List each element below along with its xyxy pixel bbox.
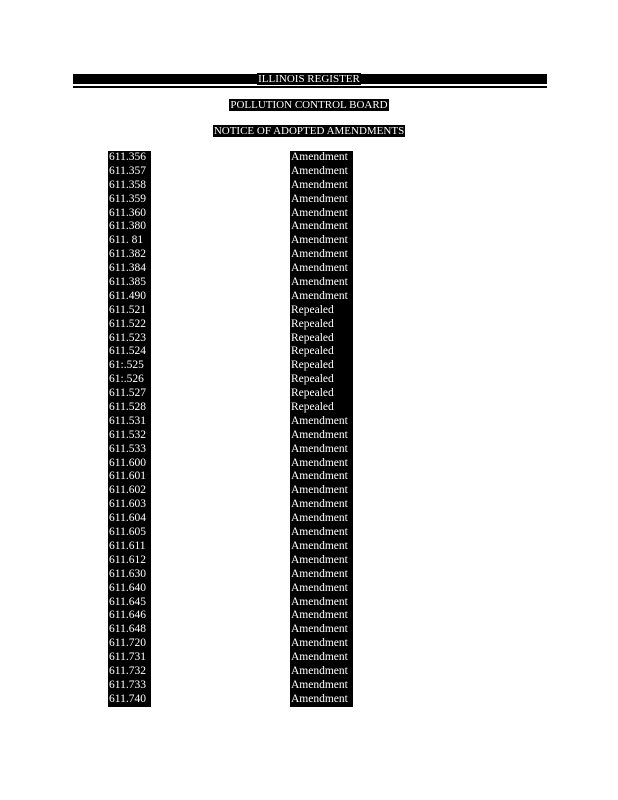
table-row — [0, 623, 618, 637]
table-row — [0, 290, 618, 304]
table-row — [0, 165, 618, 179]
section-number: 611.740 — [108, 693, 151, 707]
section-number: 611.732 — [108, 665, 151, 679]
table-row — [0, 415, 618, 429]
notice-title-text: NOTICE OF ADOPTED AMENDMENTS — [213, 125, 405, 137]
section-action: Repealed — [290, 332, 353, 346]
table-row — [0, 651, 618, 665]
table-row — [0, 679, 618, 693]
section-number: 611.646 — [108, 609, 151, 623]
section-action: Repealed — [290, 401, 353, 415]
table-row — [0, 179, 618, 193]
section-number: 611.605 — [108, 526, 151, 540]
section-action: Amendment — [290, 651, 353, 665]
section-action: Amendment — [290, 151, 353, 165]
table-row — [0, 526, 618, 540]
table-row — [0, 443, 618, 457]
section-number: 611.384 — [108, 262, 151, 276]
section-action: Amendment — [290, 470, 353, 484]
section-number: 611.731 — [108, 651, 151, 665]
table-row — [0, 554, 618, 568]
table-row — [0, 693, 618, 707]
section-action: Amendment — [290, 429, 353, 443]
section-number: 61:.526 — [108, 373, 151, 387]
section-number: 611.385 — [108, 276, 151, 290]
table-row — [0, 637, 618, 651]
table-row — [0, 332, 618, 346]
table-row — [0, 248, 618, 262]
section-action: Amendment — [290, 248, 353, 262]
table-row — [0, 470, 618, 484]
section-number: 611.612 — [108, 554, 151, 568]
section-number: 611.356 — [108, 151, 151, 165]
board-title — [0, 99, 618, 111]
header-rule-thin — [73, 86, 547, 88]
section-action: Amendment — [290, 290, 353, 304]
section-action: Amendment — [290, 220, 353, 234]
section-number: 611.358 — [108, 179, 151, 193]
section-number: 611.720 — [108, 637, 151, 651]
section-number: 611.527 — [108, 387, 151, 401]
table-row — [0, 512, 618, 526]
section-number: 611.357 — [108, 165, 151, 179]
section-number: 611.630 — [108, 568, 151, 582]
section-action: Amendment — [290, 498, 353, 512]
section-number: 611.522 — [108, 318, 151, 332]
section-action: Amendment — [290, 512, 353, 526]
table-row — [0, 457, 618, 471]
section-action: Amendment — [290, 457, 353, 471]
table-row — [0, 262, 618, 276]
section-number: 611.604 — [108, 512, 151, 526]
table-row — [0, 387, 618, 401]
section-number: 611.611 — [108, 540, 151, 554]
section-number: 611.490 — [108, 290, 151, 304]
sections-table — [0, 151, 618, 707]
section-action: Amendment — [290, 609, 353, 623]
table-row — [0, 304, 618, 318]
section-number: 611.648 — [108, 623, 151, 637]
section-number: 61:.525 — [108, 359, 151, 373]
section-number: 611.521 — [108, 304, 151, 318]
table-row — [0, 609, 618, 623]
section-number: 611.359 — [108, 193, 151, 207]
table-row — [0, 220, 618, 234]
table-row — [0, 318, 618, 332]
table-row — [0, 429, 618, 443]
table-row — [0, 582, 618, 596]
section-action: Amendment — [290, 193, 353, 207]
section-action: Amendment — [290, 582, 353, 596]
table-row — [0, 498, 618, 512]
section-action: Amendment — [290, 262, 353, 276]
section-number: 611.603 — [108, 498, 151, 512]
section-number: 611.601 — [108, 470, 151, 484]
section-action: Amendment — [290, 276, 353, 290]
section-action: Repealed — [290, 387, 353, 401]
section-number: 611.640 — [108, 582, 151, 596]
table-row — [0, 234, 618, 248]
section-action: Amendment — [290, 665, 353, 679]
section-number: 611.600 — [108, 457, 151, 471]
section-number: 611.382 — [108, 248, 151, 262]
table-row — [0, 596, 618, 610]
table-row — [0, 401, 618, 415]
section-number: 611. 81 — [108, 234, 151, 248]
section-number: 611.645 — [108, 596, 151, 610]
section-number: 611.360 — [108, 207, 151, 221]
section-action: Amendment — [290, 526, 353, 540]
section-action: Amendment — [290, 623, 353, 637]
board-title-text: POLLUTION CONTROL BOARD — [230, 99, 388, 111]
notice-title — [0, 125, 618, 137]
section-action: Repealed — [290, 345, 353, 359]
table-row — [0, 276, 618, 290]
section-number: 611.733 — [108, 679, 151, 693]
table-row — [0, 373, 618, 387]
section-action: Amendment — [290, 568, 353, 582]
section-action: Repealed — [290, 304, 353, 318]
table-row — [0, 193, 618, 207]
section-number: 611.602 — [108, 484, 151, 498]
section-number: 611.523 — [108, 332, 151, 346]
table-row — [0, 345, 618, 359]
section-action: Amendment — [290, 679, 353, 693]
section-action: Amendment — [290, 179, 353, 193]
section-number: 611.380 — [108, 220, 151, 234]
register-title-text: ILLINOIS REGISTER — [258, 73, 360, 85]
table-row — [0, 665, 618, 679]
section-action: Amendment — [290, 207, 353, 221]
section-action: Amendment — [290, 415, 353, 429]
section-action: Amendment — [290, 693, 353, 707]
table-row — [0, 207, 618, 221]
section-action: Repealed — [290, 373, 353, 387]
table-row — [0, 568, 618, 582]
register-title — [0, 73, 618, 85]
section-number: 611.531 — [108, 415, 151, 429]
section-action: Repealed — [290, 359, 353, 373]
section-number: 611.532 — [108, 429, 151, 443]
table-row — [0, 484, 618, 498]
section-number: 611.524 — [108, 345, 151, 359]
section-action: Amendment — [290, 637, 353, 651]
section-number: 611.533 — [108, 443, 151, 457]
section-action: Amendment — [290, 165, 353, 179]
section-action: Amendment — [290, 443, 353, 457]
section-action: Repealed — [290, 318, 353, 332]
table-row — [0, 151, 618, 165]
section-number: 611.528 — [108, 401, 151, 415]
section-action: Amendment — [290, 554, 353, 568]
section-action: Amendment — [290, 234, 353, 248]
section-action: Amendment — [290, 540, 353, 554]
table-row — [0, 540, 618, 554]
table-row — [0, 359, 618, 373]
section-action: Amendment — [290, 596, 353, 610]
section-action: Amendment — [290, 484, 353, 498]
